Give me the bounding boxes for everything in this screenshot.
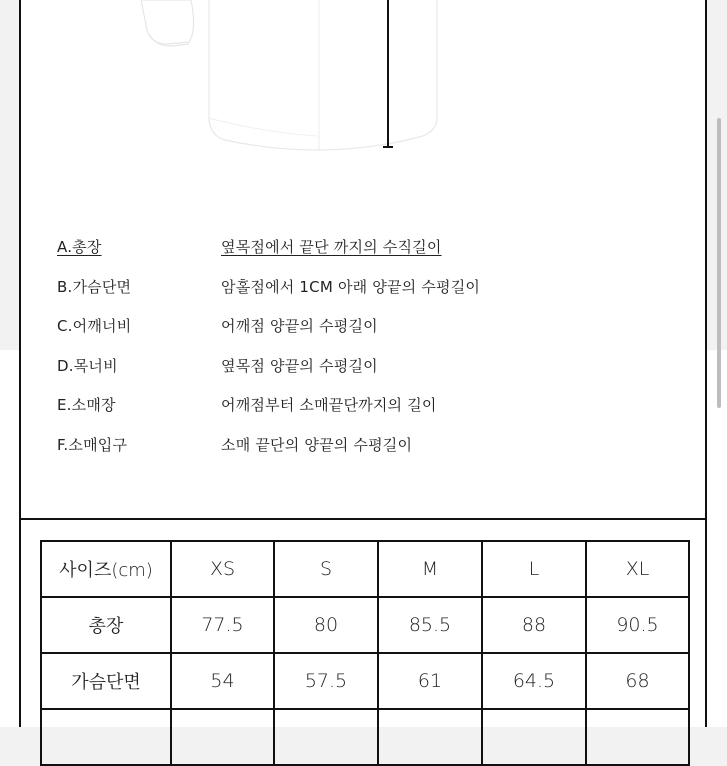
header-cell: L bbox=[482, 541, 586, 597]
section-divider bbox=[21, 518, 705, 520]
guide-item-length bbox=[57, 236, 657, 276]
table-cell: 64.5 bbox=[482, 653, 586, 709]
guide-code: E.소매장 bbox=[57, 396, 116, 414]
table-cell: 57.5 bbox=[274, 653, 378, 709]
header-cell: XL bbox=[586, 541, 689, 597]
table-cell bbox=[378, 709, 482, 765]
table-cell: 54 bbox=[171, 653, 274, 709]
table-cell bbox=[171, 709, 274, 765]
guide-code: C.어깨너비 bbox=[57, 317, 132, 335]
row-label bbox=[41, 709, 171, 765]
guide-description: 옆목점 양끝의 수평길이 bbox=[221, 356, 378, 375]
scrollbar-thumb[interactable] bbox=[717, 118, 721, 408]
table-cell: 80 bbox=[274, 597, 378, 653]
guide-code: B.가슴단면 bbox=[57, 277, 132, 296]
guide-item-sleeve-length bbox=[57, 394, 657, 434]
table-cell: 68 bbox=[586, 653, 689, 709]
measurement-guide-list bbox=[57, 236, 657, 473]
table-cell bbox=[482, 709, 586, 765]
guide-item-shoulder bbox=[57, 315, 657, 355]
table-cell: 61 bbox=[378, 653, 482, 709]
table-cell: 90.5 bbox=[586, 597, 689, 653]
guide-description: 소매 끝단의 양끝의 수평길이 bbox=[221, 435, 413, 454]
header-cell: 사이즈(cm) bbox=[41, 541, 171, 597]
row-label: 총장 bbox=[41, 597, 171, 653]
shirt-illustration bbox=[141, 0, 471, 160]
guide-item-neck bbox=[57, 355, 657, 395]
table-row bbox=[41, 653, 689, 709]
table-cell: 85.5 bbox=[378, 597, 482, 653]
table-header-row bbox=[41, 541, 689, 597]
row-label: 가슴단면 bbox=[41, 653, 171, 709]
header-cell: S bbox=[274, 541, 378, 597]
table-row bbox=[41, 709, 689, 765]
header-cell: XS bbox=[171, 541, 274, 597]
guide-item-chest bbox=[57, 276, 657, 316]
guide-description: 어깨점 양끝의 수평길이 bbox=[221, 317, 378, 335]
table-row bbox=[41, 597, 689, 653]
table-cell bbox=[274, 709, 378, 765]
guide-code: F.소매입구 bbox=[57, 435, 128, 454]
guide-description: 어깨점부터 소매끝단까지의 길이 bbox=[221, 396, 437, 414]
guide-code: A.총장 bbox=[57, 238, 102, 256]
guide-item-cuff bbox=[57, 434, 657, 474]
size-table bbox=[40, 540, 690, 766]
guide-description: 암홀점에서 1CM 아래 양끝의 수평길이 bbox=[221, 277, 481, 296]
table-cell: 88 bbox=[482, 597, 586, 653]
header-cell: M bbox=[378, 541, 482, 597]
table-cell: 77.5 bbox=[171, 597, 274, 653]
table-cell bbox=[586, 709, 689, 765]
guide-code: D.목너비 bbox=[57, 356, 118, 375]
guide-description: 옆목점에서 끝단 까지의 수직길이 bbox=[221, 238, 442, 256]
